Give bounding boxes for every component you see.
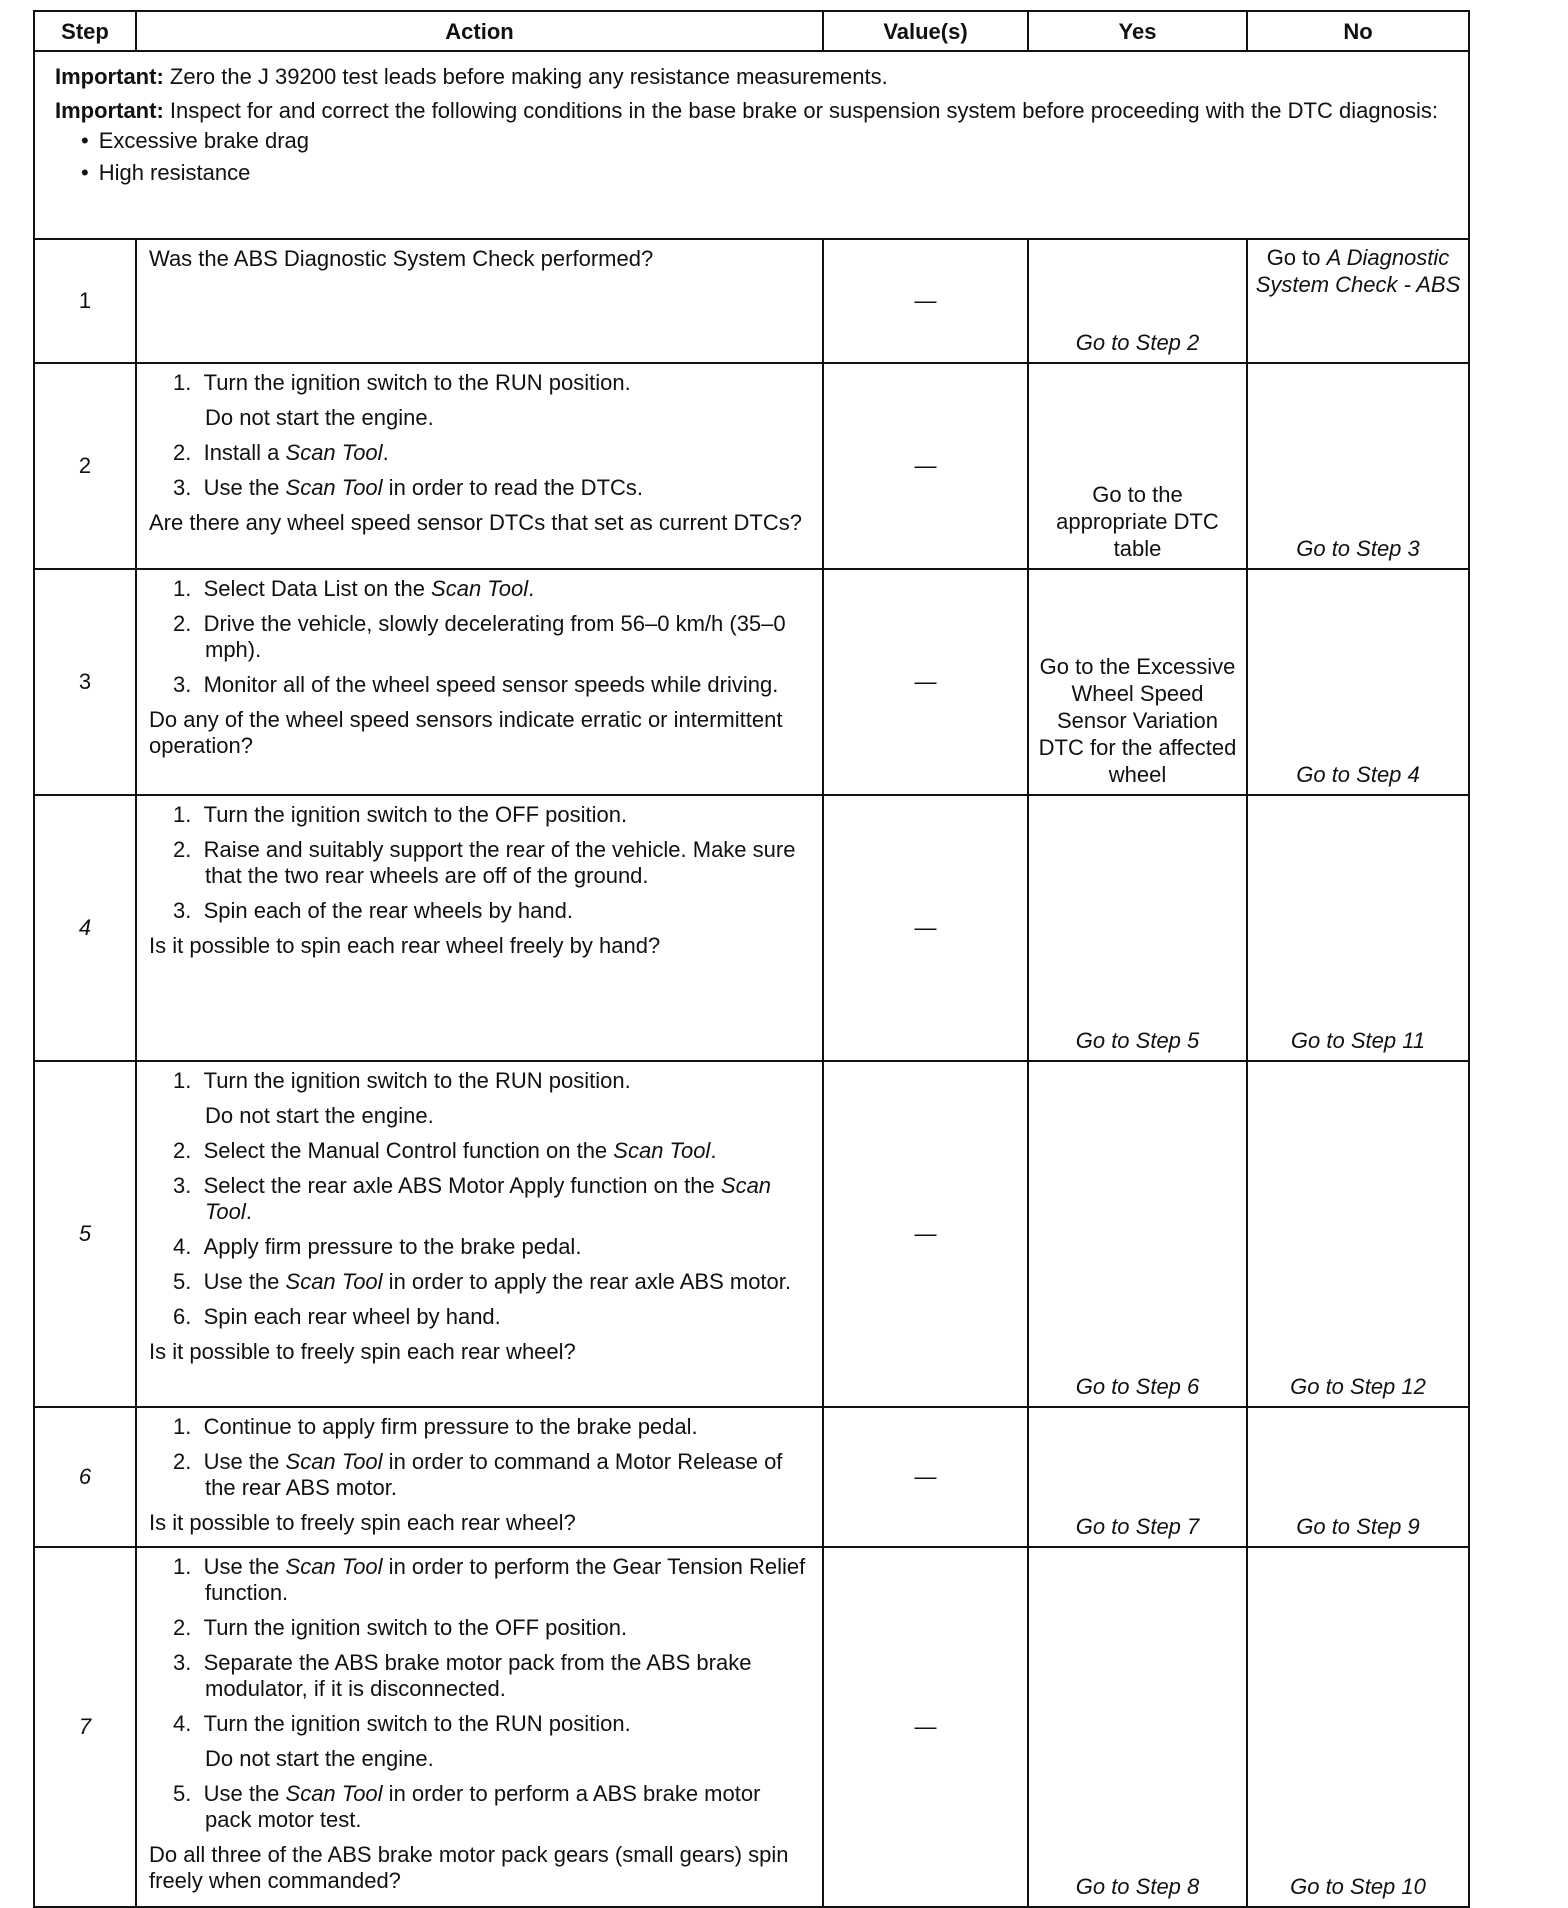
instruction-item: 2. Raise and suitably support the rear of the vehicle. Make sure that the two rear wheels are off of the ground. (173, 837, 796, 888)
step-instructions (149, 1068, 812, 1094)
no-link[interactable]: Go to Step 9 (1247, 1407, 1469, 1547)
step-number: 7 (34, 1547, 136, 1907)
instruction-item: 2. Use the Scan Tool in order to command a Motor Release of the rear ABS motor. (173, 1449, 783, 1500)
step-row-4 (34, 795, 1469, 1061)
step-row-6 (34, 1407, 1469, 1547)
step-row-5 (34, 1061, 1469, 1407)
yes-link[interactable]: Go to Step 5 (1028, 795, 1247, 1061)
instruction-note: Do not start the engine. (205, 405, 434, 430)
instruction-item: 2. Turn the ignition switch to the OFF position. (173, 1615, 628, 1640)
instruction-text: Turn the ignition switch to the OFF position. (203, 1615, 628, 1640)
instruction-text: in order to perform the Gear Tension Relief function. (205, 1554, 806, 1605)
instruction-item: 4. Turn the ignition switch to the RUN position. (173, 1711, 631, 1736)
step-question: Are there any wheel speed sensor DTCs that set as current DTCs? (149, 510, 802, 535)
step-instructions (149, 1414, 812, 1501)
header-action: Action (136, 11, 823, 51)
step-action (136, 1547, 823, 1907)
scan-tool-ref: Scan Tool (285, 1449, 383, 1474)
instruction-text: in order to apply the rear axle ABS motor. (382, 1269, 792, 1294)
important-notes-row (34, 51, 1469, 239)
step-row-2 (34, 363, 1469, 569)
header-values: Value(s) (823, 11, 1028, 51)
instruction-item: 2. Drive the vehicle, slowly decelerating from 56–0 km/h (35–0 mph). (173, 611, 786, 662)
instruction-text: Select the Manual Control function on the (203, 1138, 614, 1163)
step-question: Was the ABS Diagnostic System Check performed? (149, 246, 654, 271)
instruction-item: 5. Use the Scan Tool in order to perform a ABS brake motor pack motor test. (173, 1781, 761, 1832)
instruction-text: Apply firm pressure to the brake pedal. (203, 1234, 582, 1259)
instruction-note: Do not start the engine. (205, 1103, 434, 1128)
header-no: No (1247, 11, 1469, 51)
step-instructions (149, 370, 812, 396)
instruction-item: 2. Select the Manual Control function on the Scan Tool. (173, 1138, 717, 1163)
yes-link[interactable]: Go to Step 6 (1028, 1061, 1247, 1407)
instruction-text: Spin each rear wheel by hand. (203, 1304, 501, 1329)
step-row-1 (34, 239, 1469, 363)
no-link[interactable]: Go to Step 10 (1247, 1547, 1469, 1907)
step-value: — (823, 1407, 1028, 1547)
header-row (34, 11, 1469, 51)
instruction-text: Use the (203, 1269, 286, 1294)
instruction-text: Spin each of the rear wheels by hand. (203, 898, 573, 923)
yes-link[interactable]: Go to Step 7 (1028, 1407, 1247, 1547)
diagnostic-table (33, 10, 1470, 1908)
step-row-7 (34, 1547, 1469, 1907)
instruction-text: in order to read the DTCs. (382, 475, 644, 500)
important-note-2 (55, 98, 1456, 124)
no-link[interactable]: Go to Step 4 (1247, 569, 1469, 795)
important-label: Important: (55, 64, 164, 89)
instruction-note: Do not start the engine. (205, 1746, 434, 1771)
step-number: 6 (34, 1407, 136, 1547)
step-action (136, 1407, 823, 1547)
instruction-text: . (245, 1199, 252, 1224)
instruction-item: 1. Turn the ignition switch to the OFF position. (173, 802, 628, 827)
step-question: Is it possible to freely spin each rear wheel? (149, 1510, 576, 1535)
step-action (136, 569, 823, 795)
step-action (136, 795, 823, 1061)
step-value: — (823, 239, 1028, 363)
instruction-text: Select Data List on the (203, 576, 432, 601)
instruction-text: Install a (203, 440, 286, 465)
instruction-text: Turn the ignition switch to the RUN position. (203, 1711, 631, 1736)
instruction-item: 3. Spin each of the rear wheels by hand. (173, 898, 573, 923)
header-yes: Yes (1028, 11, 1247, 51)
step-action (136, 239, 823, 363)
instruction-text: Separate the ABS brake motor pack from the ABS brake modulator, if it is disconnected. (203, 1650, 752, 1701)
no-link[interactable]: Go to Step 11 (1247, 795, 1469, 1061)
bullet-item: • High resistance (55, 160, 1456, 186)
scan-tool-ref: Scan Tool (285, 475, 383, 500)
step-instructions (149, 576, 812, 698)
instruction-text: Continue to apply firm pressure to the brake pedal. (203, 1414, 698, 1439)
step-number: 5 (34, 1061, 136, 1407)
step-value: — (823, 569, 1028, 795)
scan-tool-ref: Scan Tool (613, 1138, 711, 1163)
header-step: Step (34, 11, 136, 51)
instruction-text: . (710, 1138, 717, 1163)
no-link[interactable] (1247, 239, 1469, 363)
step-instructions (149, 1138, 812, 1330)
instruction-text: Turn the ignition switch to the RUN position. (203, 1068, 631, 1093)
bullet-item: • Excessive brake drag (55, 128, 1456, 154)
step-value: — (823, 795, 1028, 1061)
step-instructions (149, 1781, 812, 1833)
instruction-text: Use the (203, 475, 286, 500)
step-value: — (823, 363, 1028, 569)
yes-link[interactable]: Go to Step 2 (1028, 239, 1247, 363)
instruction-text: Select the rear axle ABS Motor Apply function on the (203, 1173, 721, 1198)
scan-tool-ref: Scan Tool (205, 1173, 772, 1224)
scan-tool-ref: Scan Tool (285, 440, 383, 465)
important-note-2-text: Inspect for and correct the following conditions in the base brake or suspension system before proceeding with the DTC diagnosis: (169, 98, 1439, 123)
yes-link[interactable]: Go to the appropriate DTC table (1028, 363, 1247, 569)
instruction-item: 1. Turn the ignition switch to the RUN position. (173, 370, 631, 395)
important-note-1 (55, 64, 1456, 90)
instruction-text: Turn the ignition switch to the OFF position. (203, 802, 628, 827)
step-number: 3 (34, 569, 136, 795)
step-question: Is it possible to freely spin each rear wheel? (149, 1339, 576, 1364)
scan-tool-ref: Scan Tool (431, 576, 529, 601)
step-instructions (149, 802, 812, 924)
instruction-text: Drive the vehicle, slowly decelerating from 56–0 km/h (35–0 mph). (203, 611, 786, 662)
step-question: Do all three of the ABS brake motor pack gears (small gears) spin freely when commanded? (149, 1842, 789, 1893)
instruction-item: 3. Select the rear axle ABS Motor Apply function on the Scan Tool. (173, 1173, 772, 1224)
instruction-text: Raise and suitably support the rear of the vehicle. Make sure that the two rear wheels are off of the ground. (203, 837, 796, 888)
instruction-text: in order to perform a ABS brake motor pack motor test. (205, 1781, 761, 1832)
instruction-item: 4. Apply firm pressure to the brake pedal. (173, 1234, 582, 1259)
step-value: — (823, 1061, 1028, 1407)
step-question: Is it possible to spin each rear wheel freely by hand? (149, 933, 661, 958)
important-notes (34, 51, 1469, 239)
instruction-item: 3. Monitor all of the wheel speed sensor speeds while driving. (173, 672, 779, 697)
instruction-item: 3. Separate the ABS brake motor pack from the ABS brake modulator, if it is disconnected. (173, 1650, 752, 1701)
step-question: Do any of the wheel speed sensors indicate erratic or intermittent operation? (149, 707, 783, 758)
step-instructions (149, 440, 812, 501)
step-row-3 (34, 569, 1469, 795)
instruction-item: 1. Continue to apply firm pressure to the brake pedal. (173, 1414, 698, 1439)
instruction-text: . (528, 576, 535, 601)
instruction-item: 1. Use the Scan Tool in order to perform the Gear Tension Relief function. (173, 1554, 806, 1605)
instruction-item: 3. Use the Scan Tool in order to read the DTCs. (173, 475, 644, 500)
instruction-text: Turn the ignition switch to the RUN position. (203, 370, 631, 395)
no-link-prefix: Go to (1266, 245, 1327, 270)
instruction-text: Use the (203, 1554, 286, 1579)
instruction-text: Monitor all of the wheel speed sensor speeds while driving. (203, 672, 779, 697)
instruction-item: 1. Turn the ignition switch to the RUN position. (173, 1068, 631, 1093)
step-value: — (823, 1547, 1028, 1907)
instruction-item: 5. Use the Scan Tool in order to apply the rear axle ABS motor. (173, 1269, 792, 1294)
scan-tool-ref: Scan Tool (285, 1781, 383, 1806)
no-link-target[interactable]: A Diagnostic System Check - ABS (1255, 245, 1461, 297)
instruction-item: 6. Spin each rear wheel by hand. (173, 1304, 501, 1329)
instruction-text: Use the (203, 1781, 286, 1806)
important-note-1-text: Zero the J 39200 test leads before making any resistance measurements. (169, 64, 888, 89)
step-number: 1 (34, 239, 136, 363)
instruction-item: 1. Select Data List on the Scan Tool. (173, 576, 535, 601)
diagnostic-table-page (33, 10, 1468, 1908)
no-link[interactable]: Go to Step 3 (1247, 363, 1469, 569)
instruction-text: . (382, 440, 389, 465)
scan-tool-ref: Scan Tool (285, 1554, 383, 1579)
step-instructions (149, 1554, 812, 1737)
scan-tool-ref: Scan Tool (285, 1269, 383, 1294)
step-number: 4 (34, 795, 136, 1061)
important-label-2: Important: (55, 98, 164, 123)
step-number: 2 (34, 363, 136, 569)
instruction-text: in order to command a Motor Release of the rear ABS motor. (205, 1449, 783, 1500)
yes-link[interactable]: Go to Step 8 (1028, 1547, 1247, 1907)
step-action (136, 1061, 823, 1407)
no-link[interactable]: Go to Step 12 (1247, 1061, 1469, 1407)
step-action (136, 363, 823, 569)
yes-link[interactable]: Go to the Excessive Wheel Speed Sensor Variation DTC for the affected wheel (1028, 569, 1247, 795)
instruction-text: Use the (203, 1449, 286, 1474)
instruction-item: 2. Install a Scan Tool. (173, 440, 389, 465)
